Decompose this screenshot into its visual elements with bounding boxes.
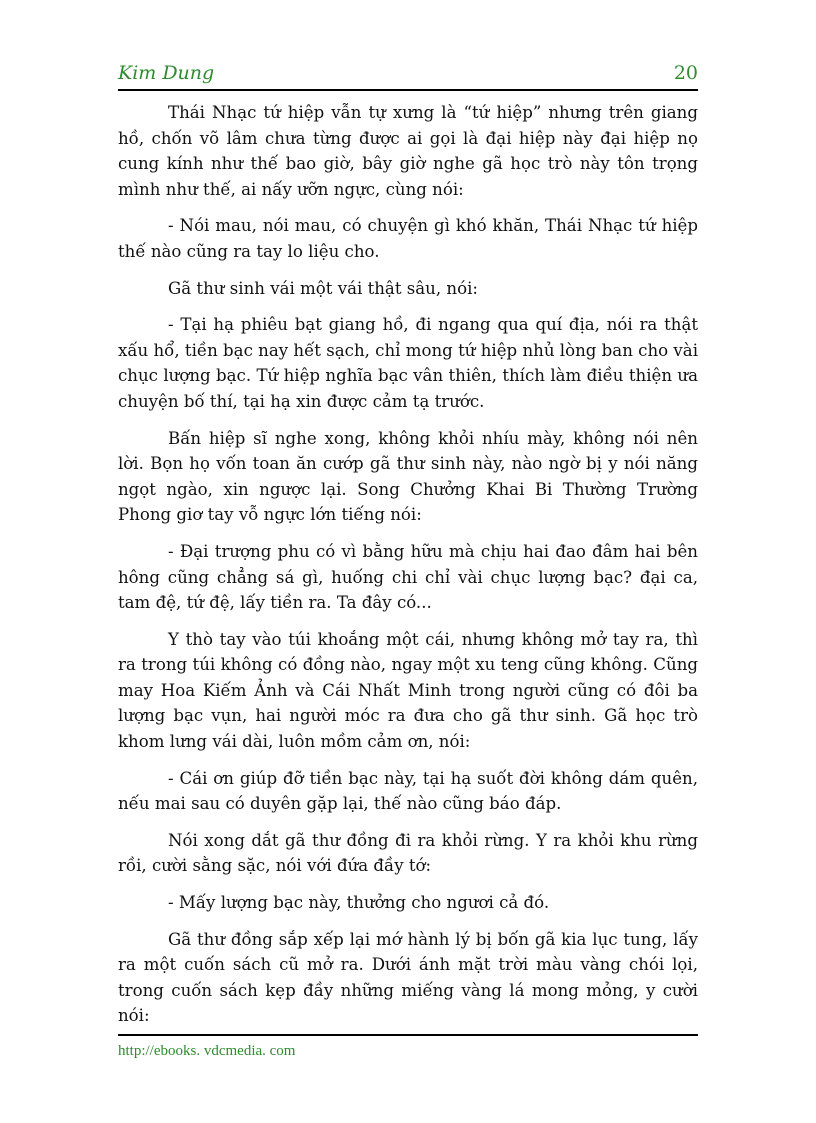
paragraph: Thái Nhạc tứ hiệp vẫn tự xưng là “tứ hiệp” nhưng trên giang hồ, chốn võ lâm chưa từng được ai gọi là đại hiệp này đại hiệp nọ cung kính như thế bao giờ, bây giờ nghe gã học trò này tôn trọng mình như thế, ai nấy ưỡn ngực, cùng nói:	[118, 103, 698, 199]
paragraph: - Tại hạ phiêu bạt giang hồ, đi ngang qua quí địa, nói ra thật xấu hổ, tiền bạc nay hết sạch, chỉ mong tứ hiệp nhủ lòng ban cho vài chục lượng bạc. Tứ hiệp nghĩa bạc vân thiên, thích làm điều thiện ưa chuyện bố thí, tại hạ xin được cảm tạ trước.	[118, 315, 698, 411]
footer-divider	[118, 1034, 698, 1036]
footer-url-link[interactable]: http://ebooks. vdcmedia. com	[118, 1043, 296, 1059]
paragraph: - Mấy lượng bạc này, thưởng cho ngươi cả đó.	[168, 893, 550, 913]
page-number: 20	[673, 62, 698, 84]
paragraph: - Cái ơn giúp đỡ tiền bạc này, tại hạ suốt đời không dám quên, nếu mai sau có duyên gặp lại, thế nào cũng báo đáp.	[118, 768, 698, 814]
paragraph: Y thò tay vào túi khoắng một cái, nhưng không mở tay ra, thì ra trong túi không có đồng nào, ngay một xu teng cũng không. Cũng may Hoa Kiếm Ảnh và Cái Nhất Minh trong người cũng có đôi ba lượng bạc vụn, hai người móc ra đưa cho gã thư sinh. Gã học trò khom lưng vái dài, luôn mồm cảm ơn, nói:	[118, 629, 698, 752]
paragraph: Gã thư đồng sắp xếp lại mớ hành lý bị bốn gã kia lục tung, lấy ra một cuốn sách cũ mở ra. Dưới ánh mặt trời màu vàng chói lọi, trong cuốn sách kẹp đầy những miếng vàng lá mong mỏng, y cười nói:	[118, 929, 698, 1026]
body-text	[118, 100, 698, 1040]
book-author-title: Kim Dung	[118, 62, 215, 84]
paragraph: - Nói mau, nói mau, có chuyện gì khó khăn, Thái Nhạc tứ hiệp thế nào cũng ra tay lo liệu cho.	[118, 216, 698, 261]
paragraph: Nói xong dắt gã thư đồng đi ra khỏi rừng. Y ra khỏi khu rừng rồi, cười sằng sặc, nói với đứa đầy tớ:	[118, 830, 698, 876]
paragraph: - Đại trượng phu có vì bằng hữu mà chịu hai đao đâm hai bên hông cũng chẳng sá gì, huống chi chỉ vài chục lượng bạc? đại ca, tam đệ, tứ đệ, lấy tiền ra. Ta đây có...	[118, 541, 698, 613]
header-divider	[118, 89, 698, 91]
page-header	[118, 58, 698, 88]
paragraph: Bấn hiệp sĩ nghe xong, không khỏi nhíu mày, không nói nên lời. Bọn họ vốn toan ăn cướp gã thư sinh này, nào ngờ bị y nói năng ngọt ngào, xin ngược lại. Song Chưởng Khai Bi Thường Trường Phong giơ tay vỗ ngực lớn tiếng nói:	[118, 428, 698, 525]
paragraph: Gã thư sinh vái một vái thật sâu, nói:	[168, 278, 478, 298]
